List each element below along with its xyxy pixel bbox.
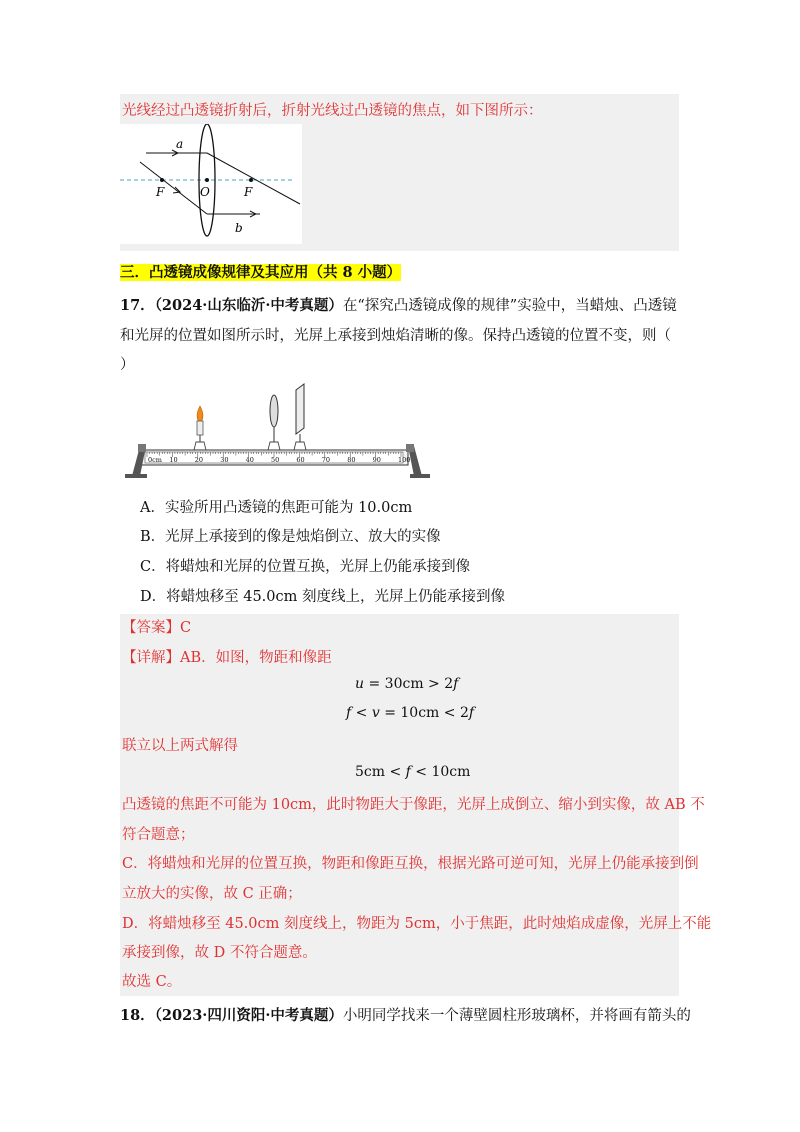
bench-tick-label: 100 [398, 456, 411, 464]
combine-text: 联立以上两式解得 [122, 738, 238, 754]
ab-explain-line1: 凸透镜的焦距不可能为 10cm，此时物距大于像距，光屏上成倒立、缩小到实像，故 AB 不 [122, 797, 705, 813]
d-explain-line2: 承接到像，故 D 不符合题意。 [122, 945, 317, 961]
section-heading: 三．凸透镜成像规律及其应用（共 8 小题） [120, 264, 402, 281]
answer-label: 【答案】C [122, 620, 192, 636]
bench-tick-label: 90 [372, 456, 381, 464]
q17-line3: ） [120, 357, 135, 373]
bench-tick-label: 70 [321, 456, 331, 464]
equation-1: u = 30cm > 2f [355, 676, 459, 692]
q17-option-d[interactable]: D．将蜡烛移至 45.0cm 刻度线上，光屏上仍能承接到像 [140, 589, 505, 605]
detail-intro: 【详解】AB．如图，物距和像距 [122, 650, 332, 666]
label-F-left: F [156, 185, 165, 199]
q18-line1: 18．（2023·四川资阳·中考真题）小明同学找来一个薄壁圆柱形玻璃杯，并将画有箭头的 [120, 1007, 691, 1024]
intro-text: 光线经过凸透镜折射后，折射光线过凸透镜的焦点，如下图所示： [122, 103, 543, 119]
bench-tick-label: 40 [245, 456, 254, 464]
bench-tick-label: 20 [194, 456, 204, 464]
q17-line2: 和光屏的位置如图所示时，光屏上承接到烛焰清晰的像。保持凸透镜的位置不变，则（ [120, 328, 671, 344]
label-O: O [200, 185, 210, 199]
d-explain-line1: D．将蜡烛移至 45.0cm 刻度线上，物距为 5cm，小于焦距，此时烛焰成虚像，光屏上不能 [122, 916, 712, 932]
center-dot [205, 178, 209, 182]
equation-3: 5cm < f < 10cm [355, 764, 471, 780]
optical-bench-figure [120, 378, 430, 480]
bench-tick-label: 80 [347, 456, 356, 464]
bench-tick-label: 10 [169, 456, 178, 464]
q17-option-c[interactable]: C．将蜡烛和光屏的位置互换，光屏上仍能承接到像 [140, 559, 471, 575]
conclusion: 故选 C。 [122, 974, 182, 990]
ab-explain-line2: 符合题意； [122, 827, 195, 843]
label-a: a [176, 137, 184, 151]
label-F-right: F [244, 185, 253, 199]
bench-tick-label: 60 [296, 456, 305, 464]
q17-option-b[interactable]: B．光屏上承接到的像是烛焰倒立、放大的实像 [140, 529, 441, 545]
c-explain-line2: 立放大的实像，故 C 正确； [122, 886, 302, 902]
label-b: b [235, 221, 243, 235]
c-explain-line1: C．将蜡烛和光屏的位置互换，物距和像距互换，根据光路可逆可知，光屏上仍能承接到倒 [122, 856, 699, 872]
q17-option-a[interactable]: A．实验所用凸透镜的焦距可能为 10.0cm [140, 500, 413, 516]
equation-2: f < v = 10cm < 2f [346, 705, 475, 721]
focus-right-dot [249, 178, 253, 182]
bench-tick-label: 30 [220, 456, 229, 464]
focus-left-dot [160, 178, 164, 182]
q17-line1: 17．（2024·山东临沂·中考真题）在“探究凸透镜成像的规律”实验中，当蜡烛、凸透镜 [120, 297, 677, 314]
bench-tick-label: 50 [271, 456, 280, 464]
bench-tick-label: 0cm [148, 456, 162, 464]
lens-ray-diagram [120, 124, 302, 244]
